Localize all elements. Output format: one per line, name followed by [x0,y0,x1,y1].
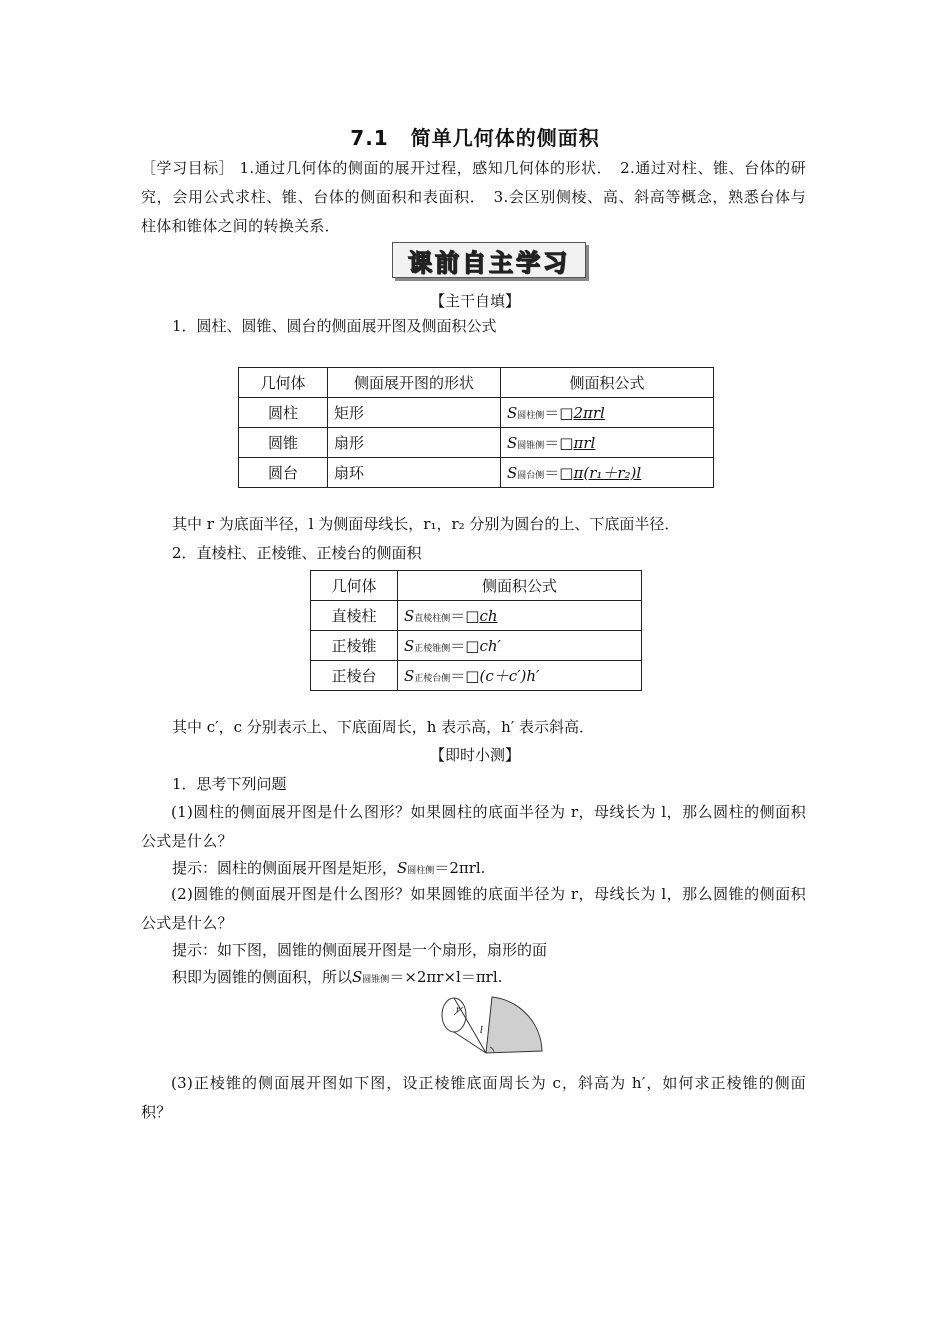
formula-subscript: 圆锥侧 [362,975,390,985]
radius-label: r [456,1005,460,1014]
formula-symbol: S [352,968,363,986]
table-header-cell: 侧面展开图的形状 [328,368,501,398]
table-header-cell: 几何体 [311,571,398,601]
answer-2-text: 积即为圆锥的侧面积，所以 [172,968,353,986]
formula-equals: ＝□ [450,607,480,625]
solid-name-cell: 圆台 [239,458,328,488]
formula-answer: ch [479,607,498,625]
item-1-title: 1．圆柱、圆锥、圆台的侧面展开图及侧面积公式 [172,317,497,335]
shape-cell: 扇环 [328,458,501,488]
table-1-note: 其中 r 为底面半径，l 为侧面母线长，r₁，r₂ 分别为圆台的上、下底面半径． [172,515,680,533]
formula-symbol: S [397,859,408,877]
table-header-cell: 侧面积公式 [398,571,642,601]
table-row [311,661,642,691]
formula-subscript: 正棱锥侧 [414,644,451,654]
answer-2-line-2 [172,966,502,991]
question-2 [141,880,806,938]
solid-name-cell: 圆柱 [239,398,328,428]
formula-cell [398,631,642,661]
table-round-solids [238,367,714,488]
table-prism-solids [310,570,642,691]
shape-cell: 扇形 [328,428,501,458]
formula-cell [501,458,714,488]
answer-1-text: 提示：圆柱的侧面展开图是矩形， [172,859,398,877]
slant-label: l [480,1026,483,1036]
table-header-row [311,571,642,601]
formula-symbol: S [507,434,518,452]
formula-subscript: 直棱柱侧 [414,614,451,624]
table-2-note: 其中 c′，c 分别表示上、下底面周长，h 表示高，h′ 表示斜高． [172,718,595,736]
page-title [0,122,950,151]
solid-name-cell: 直棱柱 [311,601,398,631]
formula-answer: π(r₁＋r₂)l [573,464,642,482]
formula-subscript: 正棱台侧 [414,674,451,684]
section-header-fill: 【主干自填】 [429,292,520,310]
question-3 [141,1069,806,1127]
shape-cell: 矩形 [328,398,501,428]
question-1 [141,798,806,856]
formula-cell [398,601,642,631]
formula-answer: ch′ [479,637,501,655]
formula-equals: ＝□ [544,464,574,482]
formula-subscript: 圆锥侧 [517,441,545,451]
formula-symbol: S [507,404,518,422]
section-title: 简单几何体的侧面积 [410,126,600,150]
formula-answer: ＝2πrl. [434,859,486,877]
question-1-text: (1)圆柱的侧面展开图是什么图形？如果圆柱的底面半径为 r，母线长为 l，那么圆柱的侧面积公式是什么？ [141,803,806,850]
formula-symbol: S [507,464,518,482]
formula-symbol: S [404,607,415,625]
answer-1 [172,857,485,882]
formula-answer: (c＋c′)h′ [479,667,540,685]
formula-equals: ＝□ [544,404,574,422]
formula-answer: πrl [573,434,596,452]
table-row [239,428,714,458]
formula-cell [501,428,714,458]
formula-cell [398,661,642,691]
answer-2-line-1: 提示：如下图，圆锥的侧面展开图是一个扇形，扇形的面 [172,941,548,959]
question-2-text: (2)圆锥的侧面展开图是什么图形？如果圆锥的底面半径为 r，母线长为 l，那么圆锥的侧面积公式是什么？ [141,885,806,932]
question-3-text: (3)正棱锥的侧面展开图如下图，设正棱锥底面周长为 c，斜高为 h′，如何求正棱锥的侧面积？ [141,1074,806,1121]
formula-answer: 2πrl [573,404,605,422]
table-row [239,458,714,488]
table-header-cell: 侧面积公式 [501,368,714,398]
formula-symbol: S [404,667,415,685]
sector-shape [486,997,542,1053]
table-header-row [239,368,714,398]
formula-cell [501,398,714,428]
formula-subscript: 圆台侧 [517,471,545,481]
question-list-title: 1．思考下列问题 [172,775,287,793]
formula-symbol: S [404,637,415,655]
table-row [311,631,642,661]
table-header-cell: 几何体 [239,368,328,398]
section-banner: 课前自主学习 [392,242,586,278]
formula-equals: ＝□ [450,637,480,655]
solid-name-cell: 正棱锥 [311,631,398,661]
table-row [311,601,642,631]
formula-subscript: 圆柱侧 [517,411,545,421]
table-row [239,398,714,428]
section-number: 7.1 [350,126,389,150]
section-header-quiz: 【即时小测】 [429,746,520,764]
solid-name-cell: 正棱台 [311,661,398,691]
formula-equals: ＝□ [544,434,574,452]
learning-objectives: ［学习目标］ 1.通过几何体的侧面的展开过程，感知几何体的形状． 2.通过对柱、锥、台体的研究，会用公式求柱、锥、台体的侧面积和表面积． 3.会区别侧棱、高、斜高等概念，熟悉台体与柱体和锥体之间的转换关系． [141,159,806,235]
formula-answer: ＝×2πr×l＝πrl. [389,968,503,986]
cone-unfolding-figure [436,995,548,1057]
formula-equals: ＝□ [450,667,480,685]
item-2-title: 2．直棱柱、正棱锥、正棱台的侧面积 [172,544,422,562]
solid-name-cell: 圆锥 [239,428,328,458]
formula-subscript: 圆柱侧 [407,866,435,876]
